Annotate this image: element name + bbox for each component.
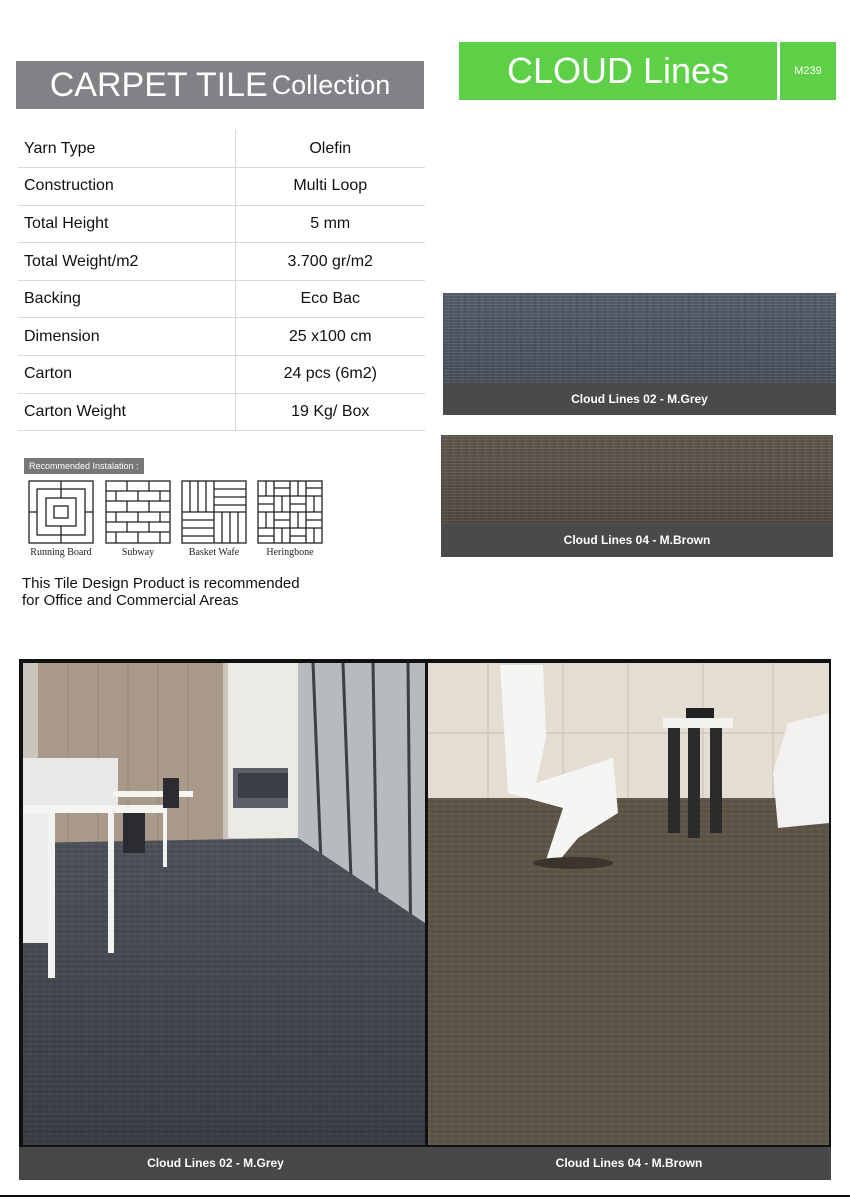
spec-label: Carton xyxy=(18,356,235,394)
pattern-label: Basket Wafe xyxy=(188,547,240,558)
installation-heading: Recommended Instalation : xyxy=(24,458,144,474)
installation-patterns xyxy=(28,480,328,570)
product-code: M239 xyxy=(794,65,822,77)
spec-row xyxy=(18,356,425,394)
spec-label: Carton Weight xyxy=(18,393,235,431)
spec-value: Olefin xyxy=(235,130,425,168)
running-board-icon xyxy=(28,480,94,544)
spec-table xyxy=(18,130,425,431)
spec-row xyxy=(18,205,425,243)
spec-row xyxy=(18,130,425,168)
swatch-caption: Cloud Lines 02 - M.Grey xyxy=(443,383,836,415)
product-name: CLOUD Lines xyxy=(506,50,730,91)
page-bottom-rule xyxy=(0,1195,850,1197)
spec-row xyxy=(18,393,425,431)
spec-row xyxy=(18,280,425,318)
lounge-photo xyxy=(428,663,829,1145)
spec-value: Multi Loop xyxy=(235,168,425,206)
room-photos xyxy=(19,659,831,1147)
office-caption: Cloud Lines 02 - M.Grey xyxy=(147,1156,284,1170)
recommendation-text xyxy=(22,575,352,609)
swatch-caption: Cloud Lines 04 - M.Brown xyxy=(441,524,833,557)
spec-label: Construction xyxy=(18,168,235,206)
spec-value: 19 Kg/ Box xyxy=(235,393,425,431)
lounge-scene-image xyxy=(428,663,829,1145)
spec-row xyxy=(18,318,425,356)
recommendation-line: This Tile Design Product is recommended xyxy=(22,575,300,592)
subway-icon xyxy=(105,480,171,544)
lounge-caption: Cloud Lines 04 - M.Brown xyxy=(555,1156,703,1170)
collection-title: CARPET TILE xyxy=(49,65,268,104)
swatch-grey xyxy=(443,293,836,415)
spec-label: Yarn Type xyxy=(18,130,235,168)
office-scene-image xyxy=(23,663,425,1145)
spec-value: 5 mm xyxy=(235,205,425,243)
product-banner xyxy=(459,42,836,100)
spec-value: 25 x100 cm xyxy=(235,318,425,356)
spec-label: Backing xyxy=(18,280,235,318)
pattern-label: Subway xyxy=(121,547,155,558)
recommendation-line: for Office and Commercial Areas xyxy=(22,592,239,609)
swatch-texture xyxy=(443,293,836,383)
spec-label: Total Height xyxy=(18,205,235,243)
spec-label: Total Weight/m2 xyxy=(18,243,235,281)
spec-value: 3.700 gr/m2 xyxy=(235,243,425,281)
photo-caption-bar xyxy=(19,1147,831,1180)
basket-weave-icon xyxy=(181,480,247,544)
pattern-basket-weave xyxy=(181,480,247,558)
pattern-herringbone xyxy=(257,480,323,558)
spec-value: Eco Bac xyxy=(235,280,425,318)
collection-banner xyxy=(16,61,424,109)
pattern-subway xyxy=(105,480,171,558)
swatch-brown xyxy=(441,435,833,557)
herringbone-icon xyxy=(257,480,323,544)
office-photo xyxy=(23,663,425,1145)
spec-label: Dimension xyxy=(18,318,235,356)
spec-row xyxy=(18,168,425,206)
pattern-label: Heringbone xyxy=(266,547,314,558)
pattern-running-board xyxy=(28,480,94,558)
pattern-label: Running Board xyxy=(30,547,92,558)
spec-value: 24 pcs (6m2) xyxy=(235,356,425,394)
collection-subtitle: Collection xyxy=(271,69,391,100)
swatch-texture xyxy=(441,435,833,524)
spec-row xyxy=(18,243,425,281)
